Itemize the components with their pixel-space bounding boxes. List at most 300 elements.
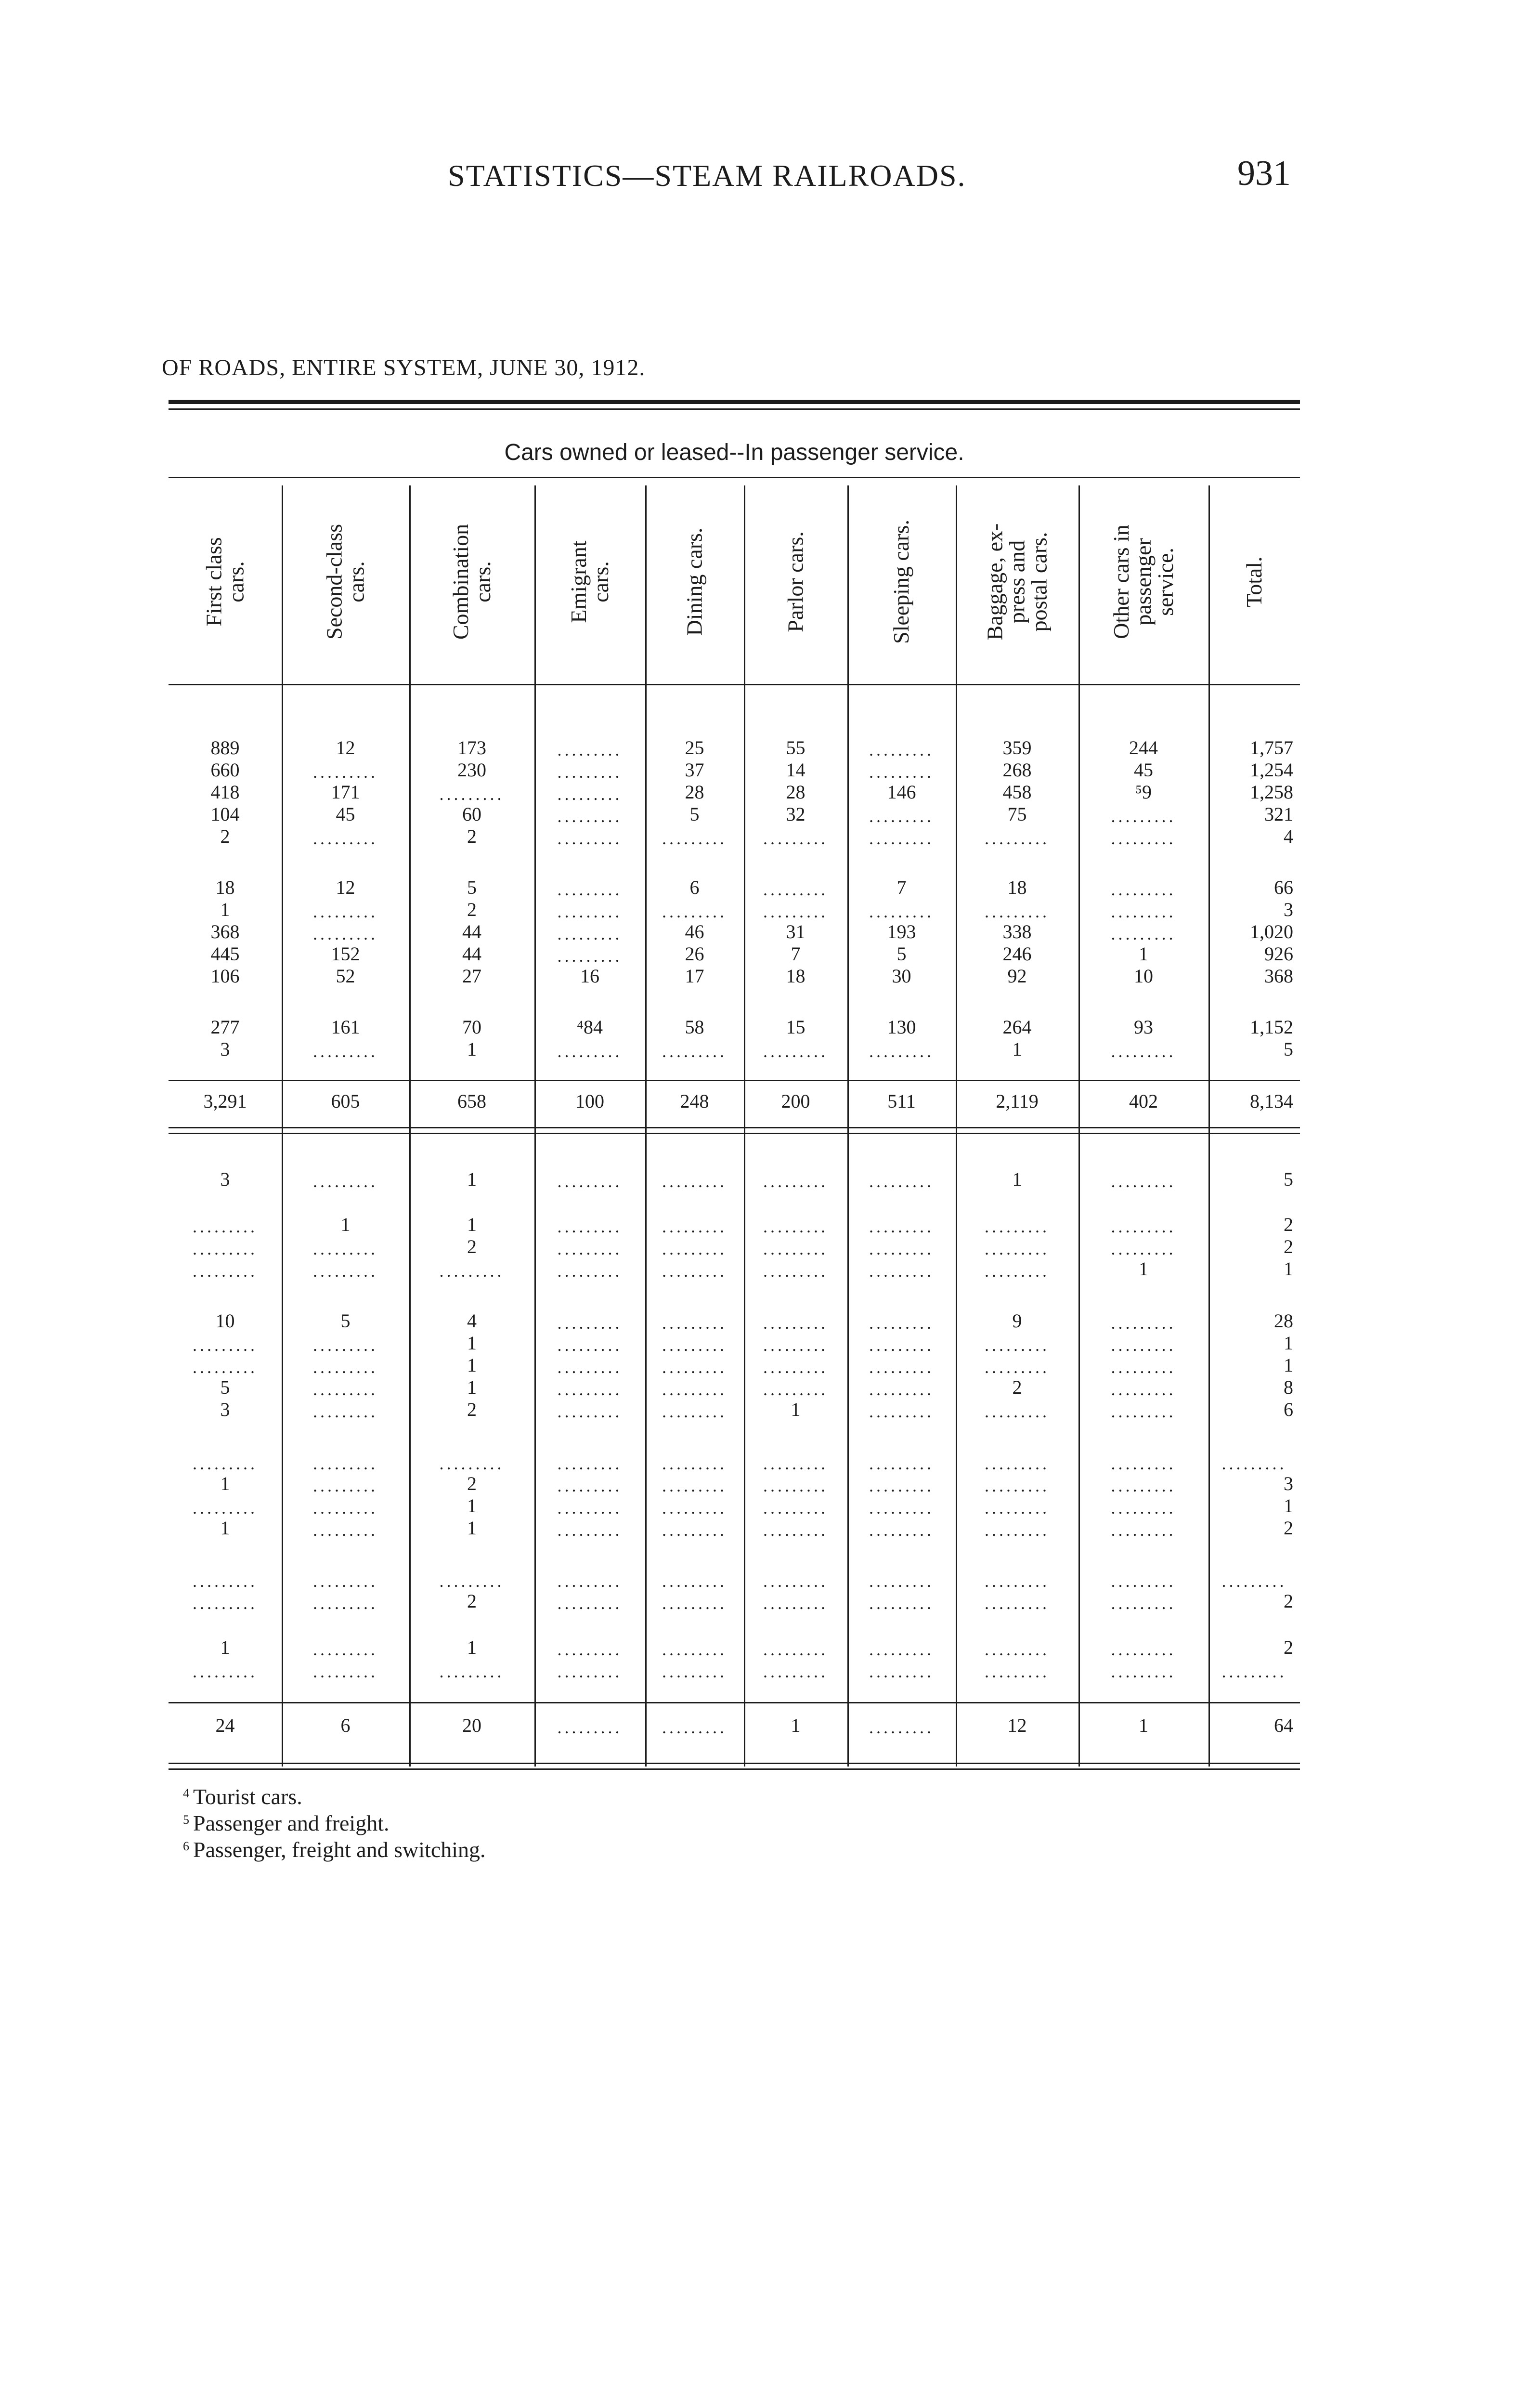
column-rule <box>409 485 411 1767</box>
column-header: Combination cars. <box>448 523 495 640</box>
table-cell: 1 <box>467 1168 477 1190</box>
table-cell: 264 <box>1002 1016 1032 1038</box>
dot-leader: ......... <box>869 1358 934 1377</box>
dot-leader: ......... <box>557 807 623 826</box>
dot-leader: ......... <box>557 829 623 848</box>
dot-leader: ......... <box>1221 1571 1287 1591</box>
table-cell: 277 <box>210 1016 240 1038</box>
table-cell: 45 <box>336 803 355 825</box>
table-cell: 152 <box>331 943 360 965</box>
dot-leader: ......... <box>869 1520 934 1540</box>
dot-leader: ......... <box>763 1358 828 1377</box>
table-cell: 6 <box>689 877 700 898</box>
dot-leader: ......... <box>313 902 378 921</box>
table-cell: 12 <box>336 737 355 759</box>
dot-leader: ......... <box>313 924 378 943</box>
table-cell: 1 <box>467 1038 477 1060</box>
column-rule <box>1078 485 1080 1767</box>
dot-leader: ......... <box>662 1640 727 1659</box>
table-cell: 1 <box>220 899 230 920</box>
dot-leader: ......... <box>557 1217 623 1236</box>
table-cell: 146 <box>887 781 916 803</box>
table-cell: 1 <box>467 1636 477 1658</box>
table-cell: 6 <box>1284 1399 1293 1420</box>
table-cell: 511 <box>887 1090 916 1112</box>
column-header: Second-class cars. <box>322 523 369 640</box>
dot-leader: ......... <box>1111 1640 1176 1659</box>
table-cell: 12 <box>1007 1714 1027 1736</box>
table-cell: 5 <box>689 803 700 825</box>
table-cell: 100 <box>575 1090 604 1112</box>
table-cell: 1 <box>1012 1038 1022 1060</box>
dot-leader: ......... <box>557 1718 623 1737</box>
column-rule <box>534 485 536 1767</box>
table-cell: 8 <box>1284 1376 1293 1398</box>
subtotal-rule <box>169 1080 1300 1081</box>
column-rule <box>1208 485 1210 1767</box>
table-subtitle: OF ROADS, ENTIRE SYSTEM, JUNE 30, 1912. <box>162 355 646 380</box>
dot-leader: ......... <box>1111 1335 1176 1355</box>
column-rule <box>645 485 647 1767</box>
table-cell: 1 <box>791 1714 801 1736</box>
dot-leader: ......... <box>763 1380 828 1399</box>
dot-leader: ......... <box>662 1498 727 1518</box>
title-rule <box>169 400 1300 404</box>
dot-leader: ......... <box>313 1454 378 1473</box>
table-cell: 20 <box>462 1714 481 1736</box>
dot-leader: ......... <box>763 1640 828 1659</box>
footnotes <box>183 1782 486 1861</box>
dot-leader: ......... <box>662 1042 727 1061</box>
dot-leader: ......... <box>662 1261 727 1281</box>
dot-leader: ......... <box>557 1640 623 1659</box>
table-cell: 2 <box>467 1590 477 1612</box>
table-cell: 5 <box>467 877 477 898</box>
table-cell: 2 <box>1012 1376 1022 1398</box>
dot-leader: ......... <box>869 1594 934 1613</box>
dot-leader: ......... <box>662 1313 727 1333</box>
table-cell: ⁵9 <box>1135 781 1152 803</box>
dot-leader: ......... <box>1111 1358 1176 1377</box>
dot-leader: ......... <box>662 829 727 848</box>
dot-leader: ......... <box>869 829 934 848</box>
dot-leader: ......... <box>662 1520 727 1540</box>
table-cell: 2 <box>467 1236 477 1257</box>
dot-leader: ......... <box>557 1313 623 1333</box>
table-cell: 2 <box>1284 1517 1293 1539</box>
column-rule <box>282 485 283 1767</box>
dot-leader: ......... <box>869 1313 934 1333</box>
table-cell: 1 <box>220 1636 230 1658</box>
table-cell: 3 <box>220 1168 230 1190</box>
dot-leader: ......... <box>985 1571 1050 1591</box>
dot-leader: ......... <box>557 785 623 804</box>
dot-leader: ......... <box>869 902 934 921</box>
table-cell: 10 <box>215 1310 235 1332</box>
column-header: Other cars in passenger service. <box>1109 524 1178 639</box>
dot-leader: ......... <box>1111 807 1176 826</box>
page-number: 931 <box>1237 154 1291 193</box>
table-cell: 171 <box>331 781 360 803</box>
bottom-rule <box>169 1763 1300 1764</box>
dot-leader: ......... <box>557 762 623 782</box>
column-rule <box>847 485 849 1767</box>
dot-leader: ......... <box>763 1172 828 1191</box>
dot-leader: ......... <box>439 1571 505 1591</box>
table-cell: 2 <box>1284 1590 1293 1612</box>
dot-leader: ......... <box>1111 924 1176 943</box>
table-cell: 18 <box>1007 877 1027 898</box>
dot-leader: ......... <box>985 902 1050 921</box>
table-cell: 244 <box>1129 737 1158 759</box>
table-cell: 1 <box>340 1214 351 1235</box>
table-cell: 418 <box>210 781 240 803</box>
dot-leader: ......... <box>985 1402 1050 1421</box>
table-cell: 46 <box>685 921 704 942</box>
dot-leader: ......... <box>557 1335 623 1355</box>
group-heading: Cars owned or leased--In passenger service. <box>504 440 964 465</box>
dot-leader: ......... <box>557 1261 623 1281</box>
table-cell: 14 <box>786 759 805 781</box>
dot-leader: ......... <box>193 1594 258 1613</box>
group-heading-rule <box>169 477 1300 478</box>
total-rule <box>169 1127 1300 1128</box>
dot-leader: ......... <box>985 1498 1050 1518</box>
dot-leader: ......... <box>662 1172 727 1191</box>
dot-leader: ......... <box>869 1402 934 1421</box>
dot-leader: ......... <box>869 1239 934 1258</box>
dot-leader: ......... <box>1111 1217 1176 1236</box>
dot-leader: ......... <box>313 1498 378 1518</box>
dot-leader: ......... <box>763 1217 828 1236</box>
subtotal-rule-2 <box>169 1702 1300 1703</box>
table-cell: 605 <box>331 1090 360 1112</box>
dot-leader: ......... <box>313 1662 378 1681</box>
dot-leader: ......... <box>439 1261 505 1281</box>
table-cell: 1 <box>1284 1495 1293 1517</box>
dot-leader: ......... <box>1111 1520 1176 1540</box>
table-cell: 64 <box>1274 1714 1293 1736</box>
dot-leader: ......... <box>869 1335 934 1355</box>
table-cell: 230 <box>457 759 486 781</box>
table-cell: 2,119 <box>996 1090 1039 1112</box>
table-cell: 45 <box>1134 759 1153 781</box>
dot-leader: ......... <box>313 1571 378 1591</box>
dot-leader: ......... <box>869 1662 934 1681</box>
dot-leader: ......... <box>439 1662 505 1681</box>
table-cell: 1,020 <box>1250 921 1293 942</box>
table-cell: 2 <box>1284 1214 1293 1235</box>
table-cell: 445 <box>210 943 240 965</box>
dot-leader: ......... <box>662 1358 727 1377</box>
dot-leader: ......... <box>193 1239 258 1258</box>
dot-leader: ......... <box>557 1239 623 1258</box>
dot-leader: ......... <box>313 762 378 782</box>
title-rule-thin <box>169 408 1300 410</box>
dot-leader: ......... <box>557 1042 623 1061</box>
dot-leader: ......... <box>1111 1498 1176 1518</box>
table-cell: 889 <box>210 737 240 759</box>
table-cell: 130 <box>887 1016 916 1038</box>
dot-leader: ......... <box>869 1380 934 1399</box>
dot-leader: ......... <box>557 1358 623 1377</box>
dot-leader: ......... <box>662 1239 727 1258</box>
table-cell: 7 <box>896 877 907 898</box>
dot-leader: ......... <box>557 740 623 759</box>
dot-leader: ......... <box>557 880 623 899</box>
table-cell: 1 <box>467 1214 477 1235</box>
dot-leader: ......... <box>557 1520 623 1540</box>
dot-leader: ......... <box>557 1498 623 1518</box>
dot-leader: ......... <box>1221 1662 1287 1681</box>
table-cell: 26 <box>685 943 704 965</box>
dot-leader: ......... <box>869 1172 934 1191</box>
dot-leader: ......... <box>313 1239 378 1258</box>
dot-leader: ......... <box>313 1042 378 1061</box>
dot-leader: ......... <box>193 1498 258 1518</box>
dot-leader: ......... <box>662 902 727 921</box>
table-cell: 248 <box>680 1090 709 1112</box>
dot-leader: ......... <box>313 1335 378 1355</box>
table-cell: 1 <box>1284 1258 1293 1280</box>
dot-leader: ......... <box>763 1476 828 1495</box>
table-cell: 368 <box>210 921 240 942</box>
table-cell: 5 <box>1284 1038 1293 1060</box>
dot-leader: ......... <box>869 1640 934 1659</box>
dot-leader: ......... <box>763 1454 828 1473</box>
dot-leader: ......... <box>1111 1380 1176 1399</box>
table-cell: 1 <box>1284 1354 1293 1376</box>
dot-leader: ......... <box>985 1594 1050 1613</box>
table-cell: 1 <box>1284 1332 1293 1354</box>
dot-leader: ......... <box>557 924 623 943</box>
table-cell: 1,254 <box>1250 759 1293 781</box>
table-cell: 104 <box>210 803 240 825</box>
total-rule-double <box>169 1133 1300 1134</box>
table-cell: 926 <box>1264 943 1293 965</box>
dot-leader: ......... <box>763 1662 828 1681</box>
table-cell: 58 <box>685 1016 704 1038</box>
column-header: Sleeping cars. <box>889 519 914 644</box>
table-cell: 1 <box>467 1376 477 1398</box>
dot-leader: ......... <box>985 1662 1050 1681</box>
dot-leader: ......... <box>763 1239 828 1258</box>
column-rule <box>956 485 957 1767</box>
dot-leader: ......... <box>763 880 828 899</box>
table-cell: 321 <box>1264 803 1293 825</box>
dot-leader: ......... <box>763 1520 828 1540</box>
dot-leader: ......... <box>193 1454 258 1473</box>
table-cell: 31 <box>786 921 805 942</box>
dot-leader: ......... <box>557 902 623 921</box>
table-cell: 246 <box>1002 943 1032 965</box>
table-cell: 15 <box>786 1016 805 1038</box>
table-cell: 9 <box>1012 1310 1022 1332</box>
table-cell: 3 <box>220 1038 230 1060</box>
dot-leader: ......... <box>193 1358 258 1377</box>
table-cell: 6 <box>340 1714 351 1736</box>
dot-leader: ......... <box>763 1571 828 1591</box>
table-cell: 268 <box>1002 759 1032 781</box>
dot-leader: ......... <box>193 1261 258 1281</box>
table-cell: 2 <box>467 825 477 847</box>
table-cell: 60 <box>462 803 481 825</box>
dot-leader: ......... <box>985 1217 1050 1236</box>
table-cell: 10 <box>1134 965 1153 987</box>
dot-leader: ......... <box>1111 880 1176 899</box>
table-cell: 28 <box>786 781 805 803</box>
table-cell: 1,258 <box>1250 781 1293 803</box>
table-cell: 28 <box>1274 1310 1293 1332</box>
dot-leader: ......... <box>662 1662 727 1681</box>
dot-leader: ......... <box>1111 1402 1176 1421</box>
table-cell: 37 <box>685 759 704 781</box>
table-cell: 18 <box>786 965 805 987</box>
table-cell: 4 <box>1284 825 1293 847</box>
dot-leader: ......... <box>662 1217 727 1236</box>
table-cell: 359 <box>1002 737 1032 759</box>
table-cell: 1,757 <box>1250 737 1293 759</box>
footnote-4: $^4$ Tourist cars. <box>183 1784 302 1809</box>
dot-leader: ......... <box>1111 902 1176 921</box>
dot-leader: ......... <box>1111 1239 1176 1258</box>
dot-leader: ......... <box>662 1571 727 1591</box>
table-cell: 27 <box>462 965 481 987</box>
table-cell: 66 <box>1274 877 1293 898</box>
dot-leader: ......... <box>985 1454 1050 1473</box>
dot-leader: ......... <box>193 1662 258 1681</box>
table-cell: 4 <box>467 1310 477 1332</box>
dot-leader: ......... <box>869 807 934 826</box>
dot-leader: ......... <box>193 1335 258 1355</box>
table-cell: 1 <box>1139 943 1148 965</box>
table-cell: 5 <box>1284 1168 1293 1190</box>
dot-leader: ......... <box>1111 1042 1176 1061</box>
table-cell: 1 <box>791 1399 801 1420</box>
table-cell: 2 <box>220 825 230 847</box>
dot-leader: ......... <box>763 1335 828 1355</box>
dot-leader: ......... <box>1111 1454 1176 1473</box>
table-cell: 368 <box>1264 965 1293 987</box>
column-header: Dining cars. <box>682 527 707 636</box>
table-cell: 658 <box>457 1090 486 1112</box>
dot-leader: ......... <box>869 1476 934 1495</box>
table-cell: 2 <box>1284 1636 1293 1658</box>
bottom-rule-double <box>169 1768 1300 1770</box>
table-cell: 24 <box>215 1714 235 1736</box>
dot-leader: ......... <box>869 1217 934 1236</box>
footnote-5: $^5$ Passenger and freight. <box>183 1811 390 1835</box>
dot-leader: ......... <box>662 1380 727 1399</box>
table-cell: 2 <box>1284 1236 1293 1257</box>
table-cell: 1 <box>220 1473 230 1494</box>
column-header: First class cars. <box>201 537 248 627</box>
dot-leader: ......... <box>439 1454 505 1473</box>
table-cell: 17 <box>685 965 704 987</box>
dot-leader: ......... <box>1111 829 1176 848</box>
table-cell: 1 <box>467 1354 477 1376</box>
dot-leader: ......... <box>193 1217 258 1236</box>
table-cell: 18 <box>215 877 235 898</box>
dot-leader: ......... <box>763 829 828 848</box>
dot-leader: ......... <box>662 1454 727 1473</box>
dot-leader: ......... <box>1111 1571 1176 1591</box>
dot-leader: ......... <box>869 1718 934 1737</box>
dot-leader: ......... <box>869 762 934 782</box>
dot-leader: ......... <box>557 1380 623 1399</box>
dot-leader: ......... <box>313 1402 378 1421</box>
table-cell: 1,152 <box>1250 1016 1293 1038</box>
table-cell: 92 <box>1007 965 1027 987</box>
table-cell: 1 <box>1139 1714 1148 1736</box>
table-cell: 44 <box>462 921 481 942</box>
dot-leader: ......... <box>557 1476 623 1495</box>
table-cell: 1 <box>467 1517 477 1539</box>
dot-leader: ......... <box>985 829 1050 848</box>
dot-leader: ......... <box>1221 1454 1287 1473</box>
table-cell: 16 <box>580 965 599 987</box>
table-cell: 7 <box>791 943 801 965</box>
dot-leader: ......... <box>869 1498 934 1518</box>
dot-leader: ......... <box>557 1571 623 1591</box>
table-cell: 32 <box>786 803 805 825</box>
dot-leader: ......... <box>869 1454 934 1473</box>
dot-leader: ......... <box>313 1520 378 1540</box>
table-cell: 8,134 <box>1250 1090 1293 1112</box>
table-cell: 458 <box>1002 781 1032 803</box>
dot-leader: ......... <box>662 1476 727 1495</box>
dot-leader: ......... <box>662 1718 727 1737</box>
dot-leader: ......... <box>313 1476 378 1495</box>
dot-leader: ......... <box>1111 1313 1176 1333</box>
table-cell: 200 <box>781 1090 810 1112</box>
column-header: Baggage, ex- press and postal cars. <box>982 523 1052 641</box>
dot-leader: ......... <box>869 1571 934 1591</box>
table-cell: 12 <box>336 877 355 898</box>
table-cell: 2 <box>467 899 477 920</box>
dot-leader: ......... <box>313 829 378 848</box>
table-cell: 5 <box>220 1376 230 1398</box>
dot-leader: ......... <box>557 946 623 966</box>
dot-leader: ......... <box>985 1476 1050 1495</box>
table-cell: 106 <box>210 965 240 987</box>
table-cell: 2 <box>467 1473 477 1494</box>
table-cell: 3 <box>1284 1473 1293 1494</box>
dot-leader: ......... <box>193 1571 258 1591</box>
table-cell: 161 <box>331 1016 360 1038</box>
dot-leader: ......... <box>763 1594 828 1613</box>
table-cell: 193 <box>887 921 916 942</box>
header-rule <box>169 684 1300 685</box>
dot-leader: ......... <box>557 1594 623 1613</box>
table-cell: 3 <box>220 1399 230 1420</box>
table-cell: 3,291 <box>203 1090 247 1112</box>
table-cell: 660 <box>210 759 240 781</box>
dot-leader: ......... <box>662 1335 727 1355</box>
dot-leader: ......... <box>313 1172 378 1191</box>
dot-leader: ......... <box>1111 1476 1176 1495</box>
dot-leader: ......... <box>1111 1594 1176 1613</box>
dot-leader: ......... <box>313 1261 378 1281</box>
table-cell: 25 <box>685 737 704 759</box>
dot-leader: ......... <box>662 1594 727 1613</box>
table-cell: 1 <box>467 1495 477 1517</box>
table-cell: 173 <box>457 737 486 759</box>
footnote-6: $^6$ Passenger, freight and switching. <box>183 1837 486 1862</box>
dot-leader: ......... <box>869 1042 934 1061</box>
table-cell: 338 <box>1002 921 1032 942</box>
dot-leader: ......... <box>763 1498 828 1518</box>
